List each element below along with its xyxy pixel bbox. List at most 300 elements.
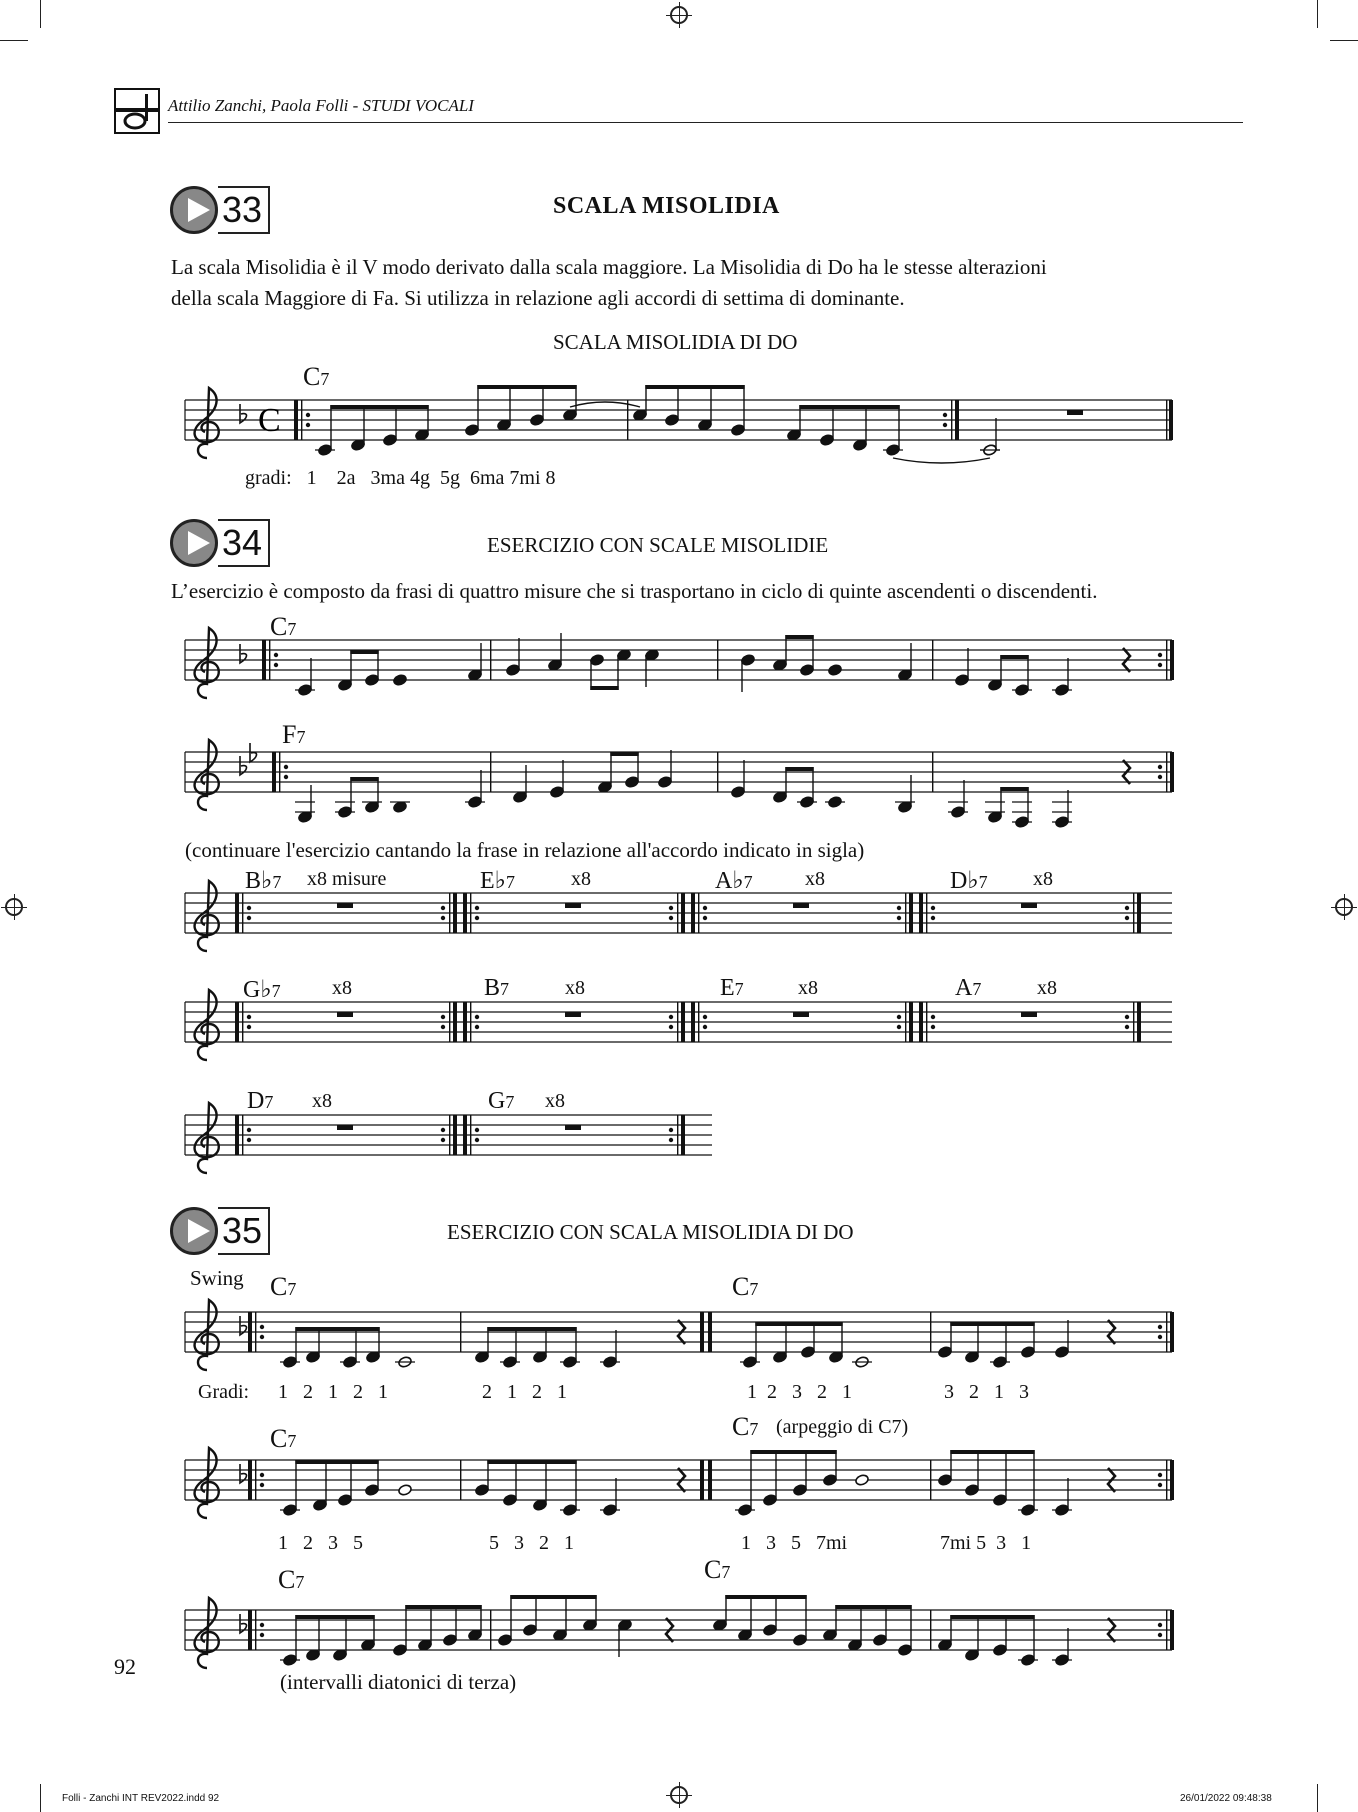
repeat-end-barline <box>1170 640 1174 680</box>
beam <box>950 1450 1034 1454</box>
note-head <box>633 409 648 422</box>
repeat-start-barline <box>235 1115 239 1155</box>
repeat-dot <box>669 1138 673 1142</box>
beam <box>405 1605 481 1609</box>
section-title: ESERCIZIO CON SCALA MISOLIDIA DI DO <box>447 1220 854 1244</box>
repeat-dot <box>1158 1473 1162 1477</box>
note-head <box>306 1649 321 1662</box>
repeat-start-barline <box>919 893 923 933</box>
note-head <box>468 669 483 682</box>
paragraph-line: della scala Maggiore di Fa. Si utilizza in relazione agli accordi di settima di dominante. <box>171 286 905 310</box>
note-head <box>583 1619 598 1632</box>
chord-symbol: G♭7 <box>243 977 281 1003</box>
repeat-start-barline <box>242 1002 243 1042</box>
chord-symbol: A7 <box>955 975 982 1001</box>
repeat-dot <box>260 1473 264 1477</box>
note-head <box>763 1624 778 1637</box>
repeat-count: x8 <box>1033 868 1053 890</box>
beam <box>487 1327 576 1331</box>
repeat-dot <box>284 775 288 779</box>
chord-symbol: B♭7 <box>245 868 282 894</box>
repeat-end-barline <box>681 893 685 933</box>
repeat-count: x8 <box>805 868 825 890</box>
repeat-start-barline <box>294 400 298 440</box>
repeat-end-barline <box>677 1115 678 1155</box>
barline <box>490 752 491 792</box>
instruction-text: (continuare l'esercizio cantando la frase in relazione all'accordo indicato in sigla) <box>185 838 865 862</box>
degree-labels: 5 3 2 1 <box>489 1532 574 1554</box>
repeat-start-barline <box>926 1002 927 1042</box>
degree-labels: gradi: 1 2a 3ma 4g 5g 6ma 7mi 8 <box>245 467 556 489</box>
chord-symbol: C7 <box>270 612 297 641</box>
note-head <box>848 1639 863 1652</box>
chord-symbol: G7 <box>488 1088 515 1114</box>
note-head <box>938 1346 953 1359</box>
treble-clef-icon <box>195 1300 219 1370</box>
whole-rest-icon <box>1067 410 1083 415</box>
repeat-count: x8 <box>565 977 585 999</box>
repeat-start-barline <box>470 1115 471 1155</box>
repeat-dot <box>441 1138 445 1142</box>
beam <box>590 686 618 690</box>
repeat-dot <box>260 1483 264 1487</box>
repeat-end-barline <box>905 1002 906 1042</box>
whole-rest-icon <box>565 1125 581 1130</box>
repeat-end-barline <box>1170 1312 1174 1352</box>
repeat-dot <box>703 1025 707 1029</box>
repeat-end-barline <box>700 1312 704 1352</box>
beam <box>330 405 428 409</box>
note-head <box>513 791 528 804</box>
repeat-end-barline <box>1170 752 1174 792</box>
repeat-start-barline <box>301 400 302 440</box>
repeat-end-barline <box>1166 1312 1167 1352</box>
note-head <box>938 1474 953 1487</box>
repeat-start-barline <box>470 893 471 933</box>
note-head <box>965 1351 980 1364</box>
note-head <box>351 439 366 452</box>
whole-rest-icon <box>793 1012 809 1017</box>
note-head <box>955 674 970 687</box>
repeat-dot <box>247 1138 251 1142</box>
note-head <box>1021 1346 1036 1359</box>
repeat-dot <box>475 1138 479 1142</box>
repeat-dot <box>703 916 707 920</box>
paragraph-line: L’esercizio è composto da frasi di quattro misure che si trasportano in ciclo di quinte ascendenti o discendenti. <box>171 579 1098 603</box>
beam <box>295 1327 379 1331</box>
barline <box>627 400 628 440</box>
repeat-dot <box>260 1623 264 1627</box>
final-barline <box>1169 400 1173 440</box>
repeat-end-barline <box>449 893 450 933</box>
repeat-start-barline <box>708 1460 712 1500</box>
repeat-dot <box>1125 1015 1129 1019</box>
note-head <box>988 679 1003 692</box>
repeat-start-barline <box>242 893 243 933</box>
note-head <box>898 669 913 682</box>
repeat-start-barline <box>235 1002 239 1042</box>
note-head <box>465 424 480 437</box>
chord-symbol: D7 <box>247 1088 274 1114</box>
repeat-dot <box>703 1015 707 1019</box>
note-head <box>563 409 578 422</box>
repeat-start-barline <box>255 1460 256 1500</box>
repeat-start-barline <box>470 1002 471 1042</box>
repeat-start-barline <box>691 893 695 933</box>
note-head <box>475 1484 490 1497</box>
treble-clef-icon <box>195 1103 219 1173</box>
note-head <box>553 1629 568 1642</box>
repeat-dot <box>284 765 288 769</box>
note-head <box>415 429 430 442</box>
repeat-dot <box>1158 1325 1162 1329</box>
repeat-dot <box>475 916 479 920</box>
note-head <box>361 1639 376 1652</box>
beam <box>785 767 813 771</box>
repeat-dot <box>274 663 278 667</box>
section-title: SCALA MISOLIDIA <box>553 193 780 219</box>
note-head <box>625 776 640 789</box>
repeat-dot <box>1158 1335 1162 1339</box>
repeat-dot <box>247 906 251 910</box>
repeat-end-barline <box>453 893 457 933</box>
beam <box>725 1595 806 1599</box>
note-head <box>645 649 660 662</box>
barline <box>460 1460 461 1500</box>
note-head <box>598 781 613 794</box>
repeat-start-barline <box>255 1312 256 1352</box>
note-head <box>503 1494 518 1507</box>
beam <box>350 650 378 654</box>
note-head <box>418 1639 433 1652</box>
note-head <box>475 1351 490 1364</box>
whole-rest-icon <box>337 903 353 908</box>
note-head <box>828 664 843 677</box>
treble-clef-icon <box>195 388 219 458</box>
note-head <box>393 674 408 687</box>
note-head <box>731 424 746 437</box>
repeat-start-barline <box>235 893 239 933</box>
exercise-number: 33 <box>218 186 270 234</box>
time-signature-icon: C <box>258 402 281 439</box>
degree-labels: 1 2 1 2 1 <box>278 1381 388 1403</box>
repeat-dot <box>260 1335 264 1339</box>
beam <box>295 1460 378 1464</box>
page-number: 92 <box>114 1654 136 1679</box>
repeat-dot <box>441 1128 445 1132</box>
repeat-end-barline <box>1137 1002 1141 1042</box>
whole-rest-icon <box>565 903 581 908</box>
chord-symbol: E7 <box>720 975 744 1001</box>
staff-caption: (intervalli diatonici di terza) <box>280 1670 517 1694</box>
note-head <box>741 654 756 667</box>
repeat-start-barline <box>262 640 266 680</box>
note-head <box>617 649 632 662</box>
repeat-start-barline <box>279 752 280 792</box>
note-head <box>365 801 380 814</box>
note-head <box>383 434 398 447</box>
chord-symbol: C7 <box>278 1565 305 1594</box>
repeat-start-barline <box>926 893 927 933</box>
tie-icon <box>893 458 990 463</box>
whole-rest-icon <box>793 903 809 908</box>
beam <box>1000 655 1028 659</box>
repeat-dot <box>669 916 673 920</box>
note-head <box>530 414 545 427</box>
beam <box>950 1615 1034 1619</box>
repeat-dot <box>931 906 935 910</box>
note-head <box>443 1634 458 1647</box>
repeat-end-barline <box>951 400 952 440</box>
repeat-start-barline <box>269 640 270 680</box>
beam <box>799 405 899 409</box>
whole-rest-icon <box>337 1012 353 1017</box>
whole-rest-icon <box>1021 1012 1037 1017</box>
note-head <box>820 434 835 447</box>
chord-symbol: C7 <box>704 1555 731 1584</box>
barline <box>930 1460 931 1500</box>
repeat-dot <box>897 1015 901 1019</box>
chord-symbol: B7 <box>484 975 510 1001</box>
note-head <box>793 1484 808 1497</box>
barline <box>932 640 933 680</box>
repeat-end-barline <box>1133 893 1134 933</box>
repeat-dot <box>274 653 278 657</box>
beam <box>477 385 576 389</box>
note-head <box>533 1499 548 1512</box>
repeat-dot <box>1158 1633 1162 1637</box>
note-head <box>393 801 408 814</box>
chord-symbol: C7 <box>270 1272 297 1301</box>
repeat-start-barline <box>691 1002 695 1042</box>
degree-labels: 1 2 3 5 <box>278 1532 363 1554</box>
note-head <box>338 679 353 692</box>
repeat-end-barline <box>1133 1002 1134 1042</box>
repeat-start-barline <box>255 1610 256 1650</box>
repeat-dot <box>306 423 310 427</box>
repeat-dot <box>441 1015 445 1019</box>
note-head <box>333 1649 348 1662</box>
barline <box>490 640 491 680</box>
repeat-start-barline <box>708 1312 712 1352</box>
repeat-dot <box>703 906 707 910</box>
note-head <box>533 1351 548 1364</box>
note-head <box>393 1644 408 1657</box>
note-head <box>548 659 563 672</box>
repeat-start-barline <box>919 1002 923 1042</box>
repeat-dot <box>441 906 445 910</box>
note-head <box>773 659 788 672</box>
repeat-dot <box>1158 653 1162 657</box>
repeat-count: x8 <box>1037 977 1057 999</box>
repeat-start-barline <box>463 1002 467 1042</box>
section-title: ESERCIZIO CON SCALE MISOLIDIE <box>487 533 829 557</box>
degree-label: Gradi: <box>198 1381 250 1403</box>
note-head <box>306 1351 321 1364</box>
note-head <box>993 1644 1008 1657</box>
repeat-dot <box>1158 1623 1162 1627</box>
repeat-count: x8 <box>332 977 352 999</box>
repeat-start-barline <box>698 1002 699 1042</box>
repeat-dot <box>247 1015 251 1019</box>
repeat-dot <box>1158 663 1162 667</box>
treble-clef-icon <box>195 1448 219 1518</box>
repeat-dot <box>897 916 901 920</box>
repeat-dot <box>1158 765 1162 769</box>
repeat-end-barline <box>1166 640 1167 680</box>
note-head <box>898 801 913 814</box>
note-head <box>665 414 680 427</box>
repeat-end-barline <box>909 1002 913 1042</box>
note-head <box>366 1351 381 1364</box>
barline <box>460 1312 461 1352</box>
degree-labels: 1 2 3 2 1 <box>747 1381 852 1403</box>
note-head <box>855 1474 870 1487</box>
repeat-dot <box>931 1015 935 1019</box>
whole-rest-icon <box>337 1125 353 1130</box>
footer-file: Folli - Zanchi INT REV2022.indd 92 <box>62 1793 220 1804</box>
note-head <box>298 811 313 824</box>
repeat-end-barline <box>677 893 678 933</box>
tie-icon <box>570 402 640 407</box>
whole-rest-icon <box>565 1012 581 1017</box>
repeat-start-barline <box>272 752 276 792</box>
repeat-dot <box>1125 1025 1129 1029</box>
treble-clef-icon <box>195 740 219 810</box>
beam <box>487 1460 576 1464</box>
repeat-dot <box>931 1025 935 1029</box>
note-head <box>823 1474 838 1487</box>
note-head <box>773 791 788 804</box>
repeat-end-barline <box>1170 1460 1174 1500</box>
repeat-count: x8 <box>571 868 591 890</box>
repeat-start-barline <box>463 1115 467 1155</box>
treble-clef-icon <box>195 1598 219 1668</box>
exercise-number: 35 <box>218 1207 270 1255</box>
note-head <box>853 439 868 452</box>
repeat-end-barline <box>905 893 906 933</box>
exercise-number: 34 <box>218 519 270 567</box>
running-header: Attilio Zanchi, Paola Folli - STUDI VOCALI <box>168 96 474 115</box>
note-head <box>713 1619 728 1632</box>
repeat-start-barline <box>248 1460 252 1500</box>
note-head <box>497 419 512 432</box>
note-head <box>590 654 605 667</box>
beam <box>645 385 744 389</box>
note-head <box>1055 1346 1070 1359</box>
repeat-dot <box>931 916 935 920</box>
note-head <box>773 1351 788 1364</box>
repeat-dot <box>1158 775 1162 779</box>
repeat-dot <box>441 916 445 920</box>
repeat-dot <box>475 906 479 910</box>
repeat-count: x8 <box>798 977 818 999</box>
note-head <box>338 1494 353 1507</box>
note-head <box>506 664 521 677</box>
repeat-start-barline <box>248 1312 252 1352</box>
degree-labels: 7mi 5 3 1 <box>940 1532 1032 1554</box>
tempo-marking: Swing <box>190 1266 244 1290</box>
repeat-dot <box>260 1325 264 1329</box>
repeat-dot <box>943 423 947 427</box>
repeat-count: x8 misure <box>307 868 387 890</box>
note-head <box>731 786 746 799</box>
repeat-end-barline <box>681 1115 685 1155</box>
note-head <box>498 1634 513 1647</box>
repeat-end-barline <box>1137 893 1141 933</box>
beam <box>785 635 813 639</box>
note-head <box>938 1639 953 1652</box>
repeat-end-barline <box>453 1115 457 1155</box>
treble-clef-icon <box>195 990 219 1060</box>
repeat-dot <box>260 1633 264 1637</box>
chord-symbol: D♭7 <box>950 868 988 894</box>
repeat-start-barline <box>698 893 699 933</box>
paragraph-line: La scala Misolidia è il V modo derivato dalla scala maggiore. La Misolidia di Do ha le stesse alterazioni <box>171 255 1047 279</box>
repeat-dot <box>247 1025 251 1029</box>
note-head <box>829 1351 844 1364</box>
repeat-dot <box>306 413 310 417</box>
footer-timestamp: 26/01/2022 09:48:38 <box>1180 1793 1272 1804</box>
note-head <box>873 1634 888 1647</box>
repeat-start-barline <box>248 1610 252 1650</box>
repeat-end-barline <box>955 400 959 440</box>
repeat-dot <box>475 1025 479 1029</box>
note-head <box>738 1629 753 1642</box>
note-head <box>787 429 802 442</box>
repeat-dot <box>669 1128 673 1132</box>
note-head <box>698 419 713 432</box>
chord-symbol: C7 <box>732 1412 759 1441</box>
note-head <box>365 1484 380 1497</box>
note-head <box>965 1484 980 1497</box>
barline <box>930 1610 931 1650</box>
repeat-dot <box>1125 906 1129 910</box>
barline <box>1166 400 1167 440</box>
repeat-end-barline <box>1166 1610 1167 1650</box>
note-head <box>550 786 565 799</box>
note-head <box>313 1499 328 1512</box>
note-head <box>801 1346 816 1359</box>
repeat-start-barline <box>463 893 467 933</box>
staff-caption: SCALA MISOLIDIA DI DO <box>553 330 798 354</box>
repeat-end-barline <box>449 1002 450 1042</box>
chord-symbol: C7 <box>270 1424 297 1453</box>
repeat-dot <box>669 1015 673 1019</box>
repeat-end-barline <box>700 1460 704 1500</box>
note-head <box>823 1629 838 1642</box>
repeat-dot <box>1125 916 1129 920</box>
degree-labels: 2 1 2 1 <box>482 1381 567 1403</box>
treble-clef-icon <box>195 881 219 951</box>
repeat-end-barline <box>1166 1460 1167 1500</box>
chord-symbol: A♭7 <box>715 868 753 894</box>
note-head <box>468 1629 483 1642</box>
note-head <box>898 1644 913 1657</box>
beam <box>510 1595 596 1599</box>
repeat-count: x8 <box>312 1090 332 1112</box>
note-head <box>965 1649 980 1662</box>
repeat-end-barline <box>1166 752 1167 792</box>
chord-symbol: F7 <box>282 720 306 749</box>
repeat-dot <box>247 1128 251 1132</box>
note-head <box>618 1619 633 1632</box>
repeat-dot <box>897 1025 901 1029</box>
repeat-dot <box>943 413 947 417</box>
beam <box>950 1322 1034 1326</box>
repeat-dot <box>441 1025 445 1029</box>
arpeggio-label: (arpeggio di C7) <box>776 1416 909 1438</box>
